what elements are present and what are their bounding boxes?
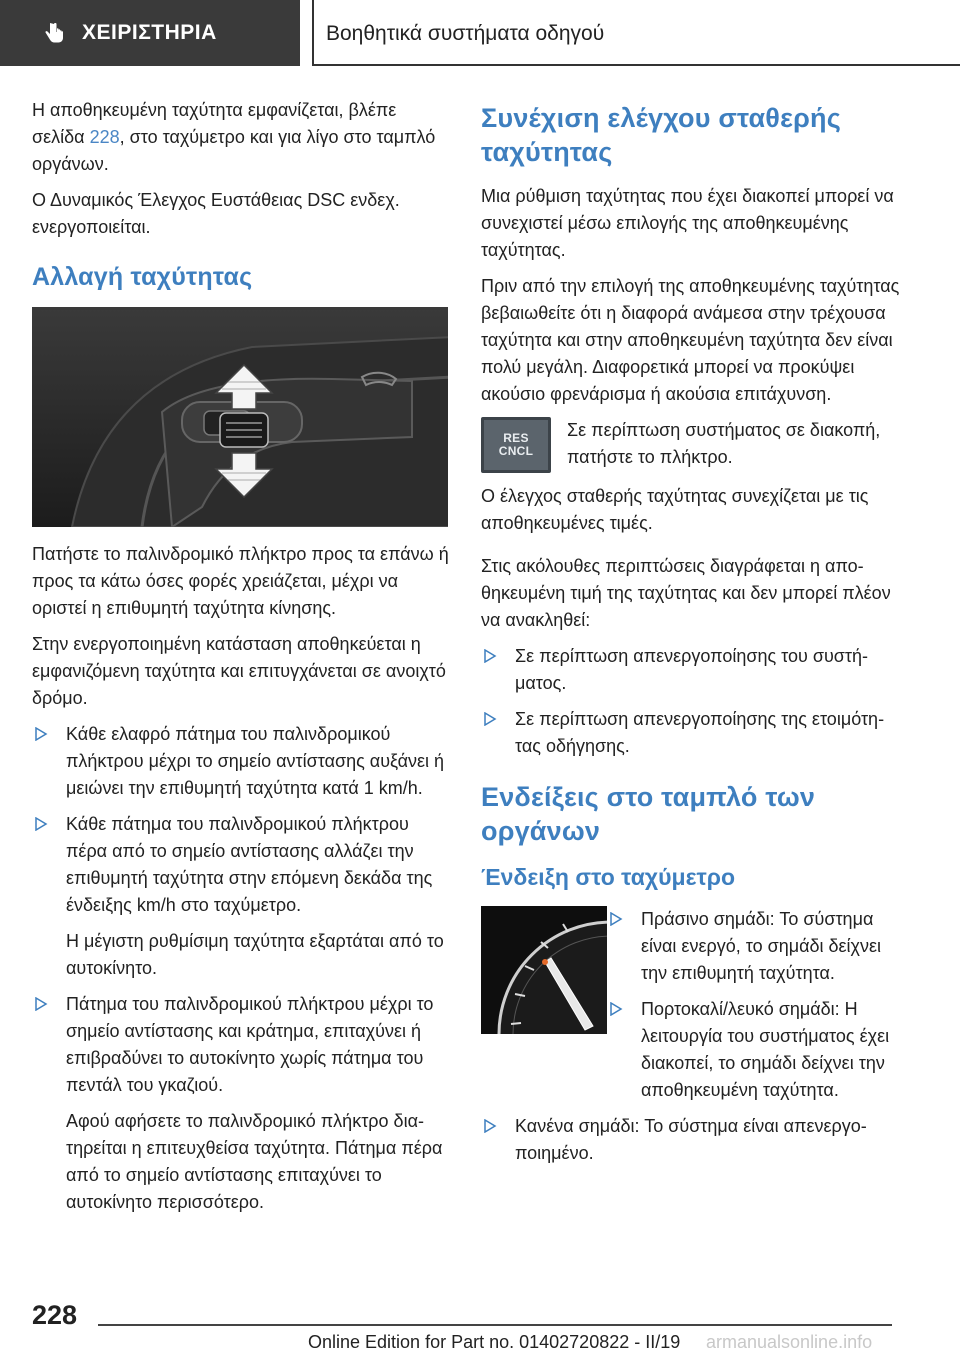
res-cncl-text: Σε περίπτωση συστήματος σε διακοπή, πατήστε το πλήκτρο. xyxy=(567,420,881,467)
list-item: Κάθε ελαφρό πάτημα του παλινδρομικού πλήκτρου μέχρι το σημείο αντίστασης αυξάνει ή μειώνει την επιθυμητή ταχύτητα κατά 1 km/h. xyxy=(32,721,452,802)
heading-instrument-indicators: Ενδείξεις στο ταμπλό των οργάνων xyxy=(481,782,816,846)
section-label: ΧΕΙΡΙΣΤΗΡΙΑ xyxy=(82,21,217,44)
after-figure-paragraph-1: Πατήστε το παλινδρομικό πλήκτρο προς τα επάνω ή προς τα κάτω όσες φορές χρειάζεται, μέχρι να οριστεί η επιθυμητή ταχύτητα κίνησης. xyxy=(32,544,449,618)
page-number: 228 xyxy=(32,1300,78,1330)
triangle-bullet-icon xyxy=(34,727,48,741)
triangle-bullet-icon xyxy=(34,997,48,1011)
triangle-bullet-icon xyxy=(609,912,623,926)
hand-pointer-icon xyxy=(42,20,68,46)
speedometer-figure xyxy=(481,906,607,1034)
list-item: Πράσινο σημάδι: Το σύστημα είναι ενεργό, το σημάδι δείχνει την επιθυμητή ταχύτητα. xyxy=(607,906,899,987)
triangle-bullet-icon xyxy=(483,1119,497,1133)
speedometer-block xyxy=(481,906,901,1113)
section-tab xyxy=(0,0,300,66)
header-divider xyxy=(312,0,314,66)
edition-text: Online Edition for Part no. 01402720822 - II/19 xyxy=(308,1332,681,1352)
page-link-228[interactable]: 228 xyxy=(89,127,120,147)
subheading-speedometer: Ένδειξη στο ταχύμετρο xyxy=(481,864,736,890)
heading-change-speed: Αλλαγή ταχύτητας xyxy=(32,263,253,291)
list-item: Σε περίπτωση απενεργοποίησης του συστήματος. xyxy=(481,643,901,697)
no-mark-list xyxy=(481,1113,901,1167)
list-item: Πάτημα του παλινδρομικού πλήκτρου μέχρι το σημείο αντίστασης και κράτημα, επιταχύνει ή επιβραδύνει το αυτοκίνητο χωρίς πάτημα του πεντάλ του γκαζιού. Αφού αφήσετε το παλινδρομικό πλήκτρο διατηρείται η επιτευχθείσα ταχύτητα. Πάτημα πέρα από το σημείο αντίστασης επιταχύνει το αυτοκίνητο περισσότερο. xyxy=(32,991,452,1216)
triangle-bullet-icon xyxy=(609,1002,623,1016)
left-column xyxy=(32,97,452,1225)
rocker-switch-icon xyxy=(220,413,268,447)
steering-wheel-rocker-figure xyxy=(32,307,448,527)
list-item: Σε περίπτωση απενεργοποίησης της ετοιμότητας οδήγησης. xyxy=(481,706,901,760)
speed-mark-icon xyxy=(542,959,548,965)
continue-paragraph-1: Μια ρύθμιση ταχύτητας που έχει διακοπεί μπορεί να συνεχιστεί μέσω επιλογής της αποθηκευμένης ταχύτητας. xyxy=(481,186,894,260)
continue-paragraph-2: Πριν από την επιλογή της αποθηκευμένης ταχύτητας βεβαιωθείτε ότι η διαφορά ανάμεσα στην τρέχουσα ταχύτητα και στην αποθηκευμένη ταχύτητα δεν είναι πολύ μεγάλη. Διαφορετικά μπορεί να προκύψει ακούσιο φρενάρισμα ή ακούσια επιτάχυνση. xyxy=(481,276,900,404)
footer-rule xyxy=(98,1324,892,1326)
page-header xyxy=(0,0,960,66)
continue-paragraph-4: Στις ακόλουθες περιπτώσεις διαγράφεται η αποθηκευμένη τιμή της ταχύτητας και δεν μπορεί πλέον να ανακληθεί: xyxy=(481,556,891,630)
deletion-cases-list xyxy=(481,643,901,760)
header-rule xyxy=(312,64,960,66)
intro-paragraph-1: Η αποθηκευμένη ταχύτητα εμφανίζεται, βλέπε σελίδα 228, στο ταχύμετρο και για λίγο στο ταμπλό οργάνων. xyxy=(32,100,436,174)
list-item: Κανένα σημάδι: Το σύστημα είναι απενεργοποιημένο. xyxy=(481,1113,901,1167)
triangle-bullet-icon xyxy=(483,649,497,663)
right-column xyxy=(481,97,901,1176)
chapter-title: Βοηθητικά συστήματα οδηγού xyxy=(326,22,605,45)
list-item: Πορτοκαλί/λευκό σημάδι: Η λειτουργία του συστήματος έχει διακοπεί, το σημάδι δείχνει την αποθηκευμένη ταχύτητα. xyxy=(607,996,899,1104)
res-cncl-row xyxy=(481,417,901,473)
watermark: armanualsonline.info xyxy=(706,1332,873,1352)
triangle-bullet-icon xyxy=(34,817,48,831)
triangle-bullet-icon xyxy=(483,712,497,726)
intro-paragraph-2: Ο Δυναμικός Έλεγχος Ευστάθειας DSC ενδεχ. ενεργοποιείται. xyxy=(32,190,400,237)
speedometer-illustration xyxy=(481,906,607,1034)
speedometer-mark-list xyxy=(607,906,899,1113)
speed-adjust-list xyxy=(32,721,452,1216)
continue-paragraph-3: Ο έλεγχος σταθερής ταχύτητας συνεχίζεται με τις αποθηκευμένες τιμές. xyxy=(481,486,869,533)
after-figure-paragraph-2: Στην ενεργοποιημένη κατάσταση αποθηκεύεται η εμφανιζόμενη ταχύτητα και επιτυγχάνεται σε ανοιχτό δρόμο. xyxy=(32,634,446,708)
list-item: Κάθε πάτημα του παλινδρομικού πλήκτρου πέρα από το σημείο αντίστασης αλλάζει την επιθυμητή ταχύτητα στην επόμενη δεκάδα της ένδειξης km/h στο ταχύμετρο. Η μέγιστη ρυθμίσιμη ταχύτητα εξαρτάται από το αυτοκίνητο. xyxy=(32,811,452,982)
heading-continue-cruise: Συνέχιση ελέγχου σταθερής ταχύτητας xyxy=(481,103,841,167)
steering-wheel-illustration xyxy=(32,307,448,527)
res-cncl-button-icon: RES CNCL xyxy=(481,417,551,473)
